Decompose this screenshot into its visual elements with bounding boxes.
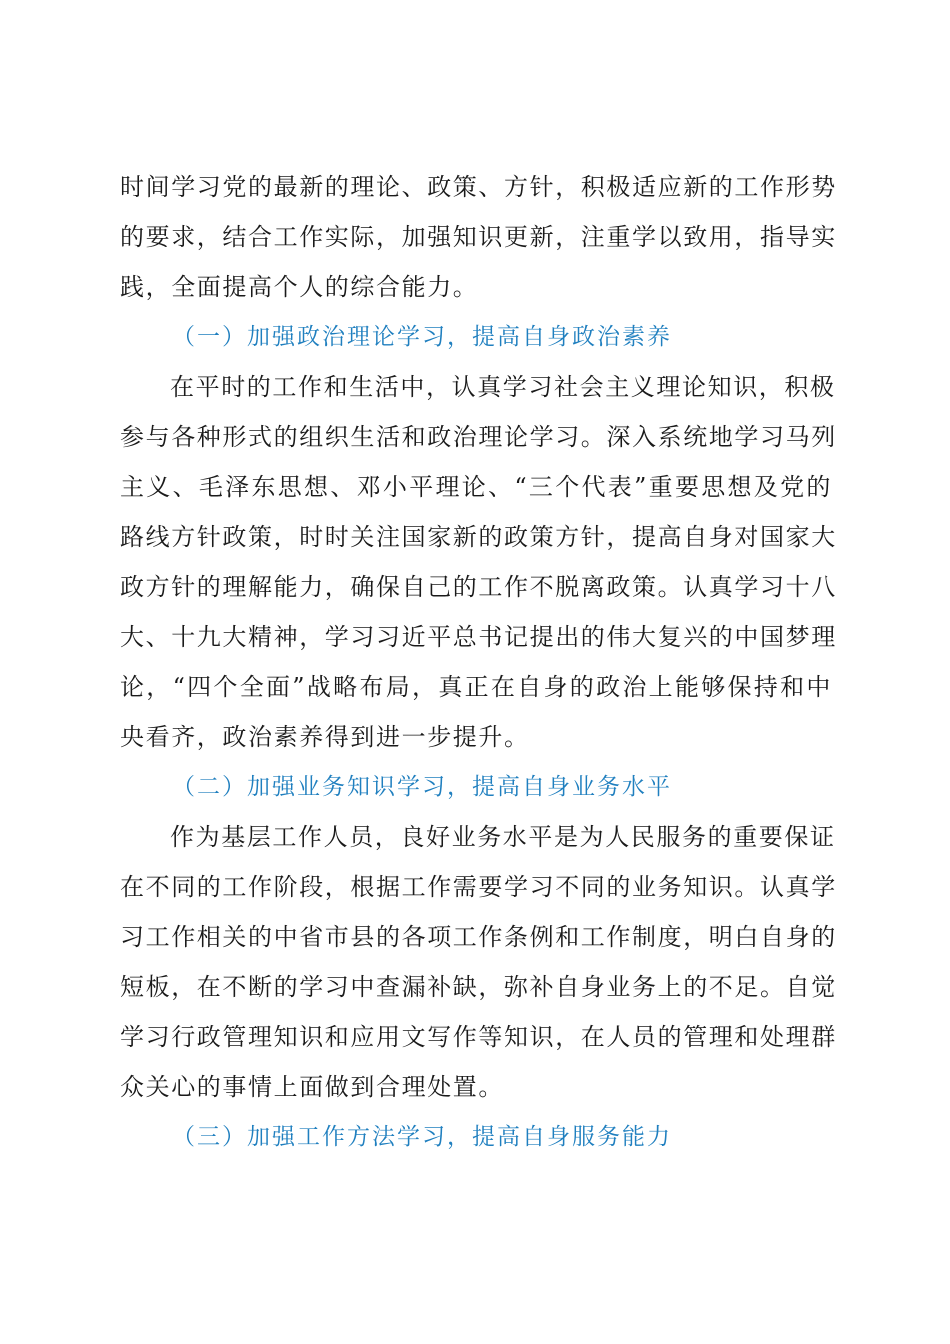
section-heading-3: （三）加强工作方法学习，提高自身服务能力 (172, 1124, 672, 1150)
paragraph-line: 论，“四个全面”战略布局，真正在自身的政治上能够保持和中 (120, 673, 832, 701)
paragraph-intro (120, 162, 837, 312)
section-heading-2: （二）加强业务知识学习，提高自身业务水平 (172, 774, 672, 800)
paragraph-line: 参与各种形式的组织生活和政治理论学习。深入系统地学习马列 (120, 423, 837, 451)
paragraph-line: 短板，在不断的学习中查漏补缺，弥补自身业务上的不足。自觉 (120, 973, 837, 1001)
paragraph-line: 在平时的工作和生活中，认真学习社会主义理论知识，积极 (170, 373, 836, 401)
paragraph-line: 学习行政管理知识和应用文写作等知识，在人员的管理和处理群 (120, 1023, 837, 1051)
paragraph-line: 政方针的理解能力，确保自己的工作不脱离政策。认真学习十八 (120, 573, 837, 601)
paragraph-line: 主义、毛泽东思想、邓小平理论、“三个代表”重要思想及党的 (120, 473, 832, 501)
paragraph-line: 习工作相关的中省市县的各项工作条例和工作制度，明白自身的 (120, 923, 837, 951)
paragraph-line: 大、十九大精神，学习习近平总书记提出的伟大复兴的中国梦理 (120, 623, 837, 651)
paragraph-line: 路线方针政策，时时关注国家新的政策方针，提高自身对国家大 (120, 523, 837, 551)
paragraph-line: 在不同的工作阶段，根据工作需要学习不同的业务知识。认真学 (120, 873, 837, 901)
paragraph-line: 央看齐，政治素养得到进一步提升。 (120, 723, 530, 751)
paragraph-line: 践，全面提高个人的综合能力。 (120, 273, 479, 301)
document-body (120, 162, 837, 1162)
paragraph-line: 众关心的事情上面做到合理处置。 (120, 1073, 504, 1101)
paragraph-business-knowledge (120, 812, 837, 1112)
section-heading-1: （一）加强政治理论学习，提高自身政治素养 (172, 324, 672, 350)
paragraph-political-theory (120, 362, 837, 762)
paragraph-line: 的要求，结合工作实际，加强知识更新，注重学以致用，指导实 (120, 223, 837, 251)
paragraph-line: 时间学习党的最新的理论、政策、方针，积极适应新的工作形势 (120, 173, 837, 201)
paragraph-line: 作为基层工作人员，良好业务水平是为人民服务的重要保证 (170, 823, 836, 851)
